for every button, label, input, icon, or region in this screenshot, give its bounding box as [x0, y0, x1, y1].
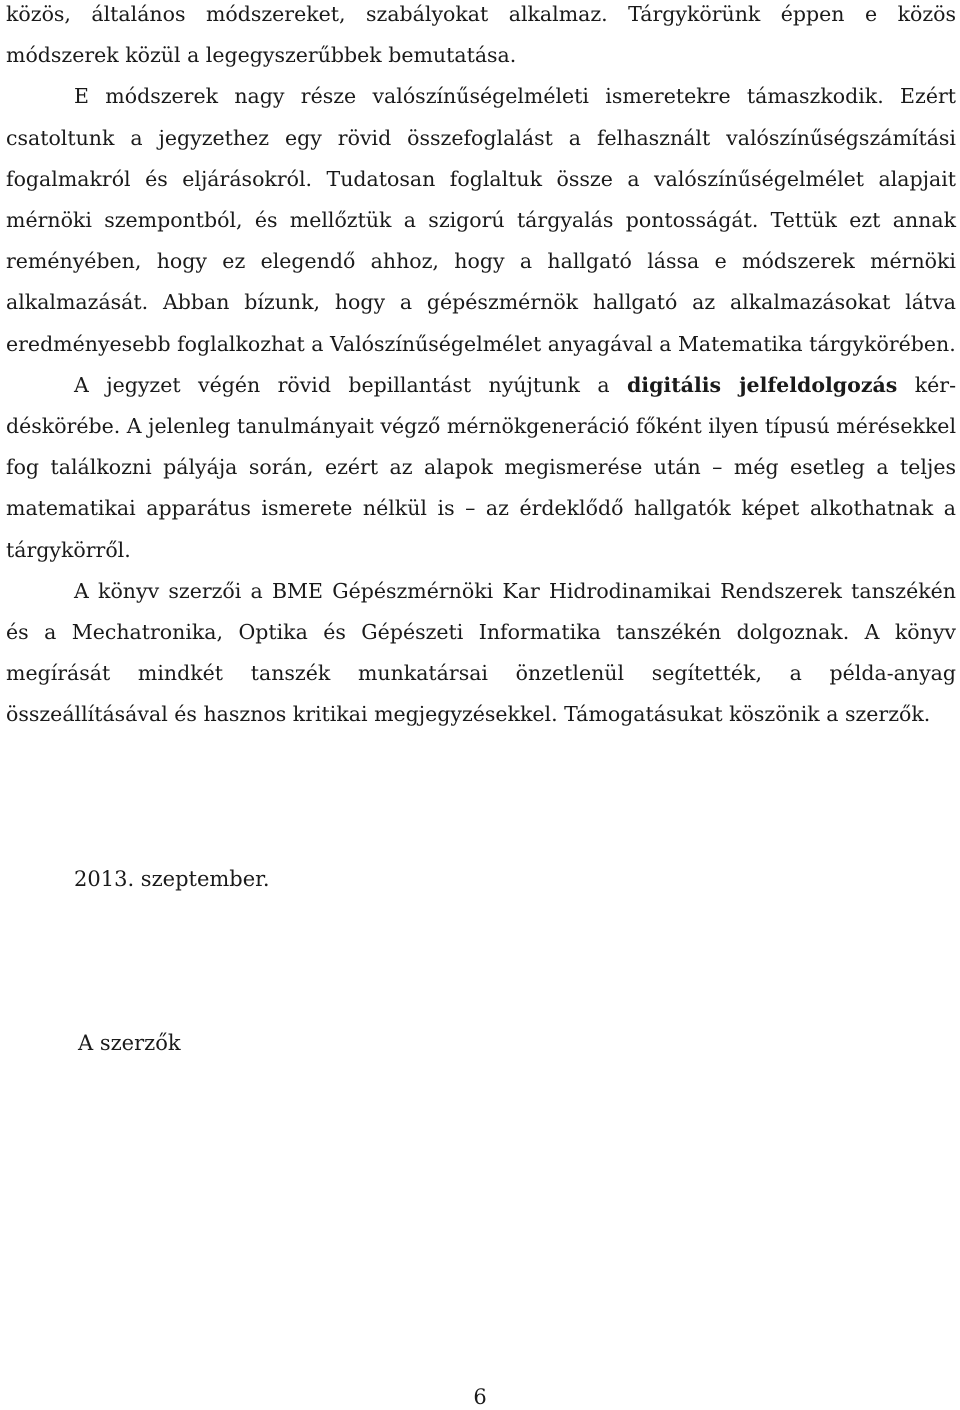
page-number — [0, 1384, 960, 1410]
paragraph-authors: A könyv szerzői a BME Gépészmérnöki Kar Hidrodinamikai Rendszerek tanszékén és a Mechatronika, Optika és Gépészeti Informatika tanszékén dolgoznak. A könyv megírását mindkét tanszék munkatársai önzetlenül segítették, a példa-anyag összeállításával és hasznos kritikai megjegyzésekkel. Támogatásukat köszönik a szerzők. — [6, 578, 956, 727]
body-text — [6, 0, 956, 736]
paragraph-signal-processing — [6, 365, 956, 571]
emphasis-digital-signal-processing: digitális jelfeldolgozás — [626, 372, 898, 397]
page-number-value: 6 — [473, 1385, 487, 1409]
paragraph-methods: E módszerek nagy része valószínűségelméleti ismeretekre támaszkodik. Ezért csatoltunk a jegyzethez egy rövid összefoglalást a felhasznált valószínűségszámítási fogalmakról és eljárásokról. Tudatosan foglaltuk össze a valószínűségelmélet alapjait mérnöki szempontból, és mellőztük a szigorú tárgyalás pontosságát. Tettük ezt annak reményében, hogy ez elegendő ahhoz, hogy a hallgató lássa e módszerek mérnöki alkalmazását. Abban bízunk, hogy a gépészmérnök hallgató az alkalmazásokat látva eredményesebb foglalkozhat a Valószínűségelmélet anyagával a Matematika tárgykörében. — [6, 84, 956, 356]
paragraph-signal-processing-start: A jegyzet végén rövid bepillantást nyújtunk a — [74, 372, 627, 397]
paragraph-continuation: közös, általános módszereket, szabályokat alkalmaz. Tárgykörünk éppen e közös módszerek közül a legegyszerűbbek bemutatása. — [6, 2, 956, 68]
paragraph-signal-processing-end: kérdéskörébe. A jelenleg tanulmányait végző mérnökgeneráció főként ilyen típusú mérésekkel fog találkozni pályája során, ezért az alapok megismerése után – még esetleg a teljes matematikai apparátus ismerete nélkül is – az érdeklődő hallgatók képet alkothatnak a tárgykörről. — [6, 372, 956, 562]
date-line: 2013. szeptember. — [74, 867, 270, 891]
signature-line: A szerzők — [78, 1031, 181, 1055]
